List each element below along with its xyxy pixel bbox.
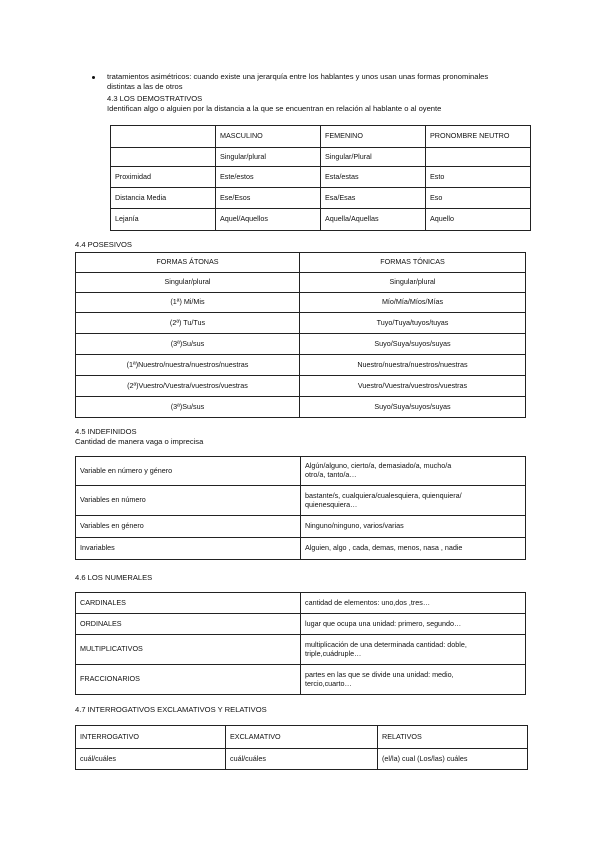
- table-row: [111, 209, 531, 231]
- header-cell: FORMAS ÁTONAS: [76, 253, 300, 273]
- table-row: [111, 167, 531, 188]
- table-header-row: [111, 126, 531, 148]
- table-cell: Ese/Esos: [216, 188, 321, 209]
- indefinidos-description: Cantidad de manera vaga o imprecisa: [75, 437, 204, 446]
- cell-line: Algún/alguno, cierto/a, demasiado/a, mucho/a: [305, 461, 452, 471]
- table-cell: (1ª) Mi/Mis: [76, 293, 300, 313]
- cell-line: otro/a, tanto/a…: [305, 470, 357, 479]
- table-row: [76, 313, 526, 334]
- table-row: [76, 614, 526, 635]
- indefinidos-table: [75, 456, 526, 560]
- table-row: [76, 457, 526, 486]
- table-cell: Lejanía: [111, 209, 216, 231]
- table-cell: Variable en número y género: [76, 457, 301, 486]
- table-cell: Variables en género: [76, 516, 301, 538]
- bullet-dot: [92, 76, 95, 79]
- header-cell: INTERROGATIVO: [76, 726, 226, 749]
- table-row: [76, 516, 526, 538]
- table-cell: Distancia Media: [111, 188, 216, 209]
- table-cell: (el/la) cual (Los/las) cuáles: [378, 749, 528, 770]
- demostrativos-description: Identifican algo o alguien por la distancia a la que se encuentran en relación al hablante o al oyente: [107, 104, 442, 113]
- cell-line: triple,cuádruple…: [305, 648, 362, 658]
- table-cell: [111, 148, 216, 167]
- table-row: [76, 293, 526, 313]
- table-cell: MULTIPLICATIVOS: [76, 635, 301, 665]
- table-row: [76, 538, 526, 560]
- table-cell: cuál/cuáles: [226, 749, 378, 770]
- indefinidos-heading: 4.5 INDEFINIDOS: [75, 427, 137, 436]
- table-cell: Invariables: [76, 538, 301, 560]
- table-cell: (1ª)Nuestro/nuestra/nuestros/nuestras: [76, 355, 300, 376]
- table-cell: Esto: [426, 167, 531, 188]
- table-cell: Esa/Esas: [321, 188, 426, 209]
- table-cell: Nuestro/nuestra/nuestros/nuestras: [300, 355, 526, 376]
- table-cell: Ninguno/ninguno, varios/varias: [301, 516, 526, 538]
- table-cell: (3ª)Su/sus: [76, 334, 300, 355]
- table-row: [76, 749, 528, 770]
- table-header-row: [76, 253, 526, 273]
- table-header-row: [76, 726, 528, 749]
- table-cell: [301, 486, 526, 516]
- table-cell: Alguien, algo , cada, demas, menos, nasa , nadie: [301, 538, 526, 560]
- table-cell: ORDINALES: [76, 614, 301, 635]
- table-cell: [426, 148, 531, 167]
- table-cell: CARDINALES: [76, 593, 301, 614]
- table-cell: Singular/Plural: [321, 148, 426, 167]
- table-row: [76, 355, 526, 376]
- header-cell: MASCULINO: [216, 126, 321, 148]
- table-cell: Singular/plural: [216, 148, 321, 167]
- cell-line: bastante/s, cualquiera/cualesquiera, quienquiera/: [305, 490, 462, 500]
- table-cell: lugar que ocupa una unidad: primero, segundo…: [301, 614, 526, 635]
- table-cell: [301, 457, 526, 486]
- table-cell: Esta/estas: [321, 167, 426, 188]
- table-cell: Aquel/Aquellos: [216, 209, 321, 231]
- table-cell: Variables en número: [76, 486, 301, 516]
- table-cell: Singular/plural: [76, 273, 300, 293]
- header-cell: RELATIVOS: [378, 726, 528, 749]
- table-row: [76, 486, 526, 516]
- table-cell: (2ª) Tu/Tus: [76, 313, 300, 334]
- header-cell: EXCLAMATIVO: [226, 726, 378, 749]
- table-row: [76, 593, 526, 614]
- table-cell: Aquello: [426, 209, 531, 231]
- header-cell: FEMENINO: [321, 126, 426, 148]
- cell-line: quienesquiera…: [305, 499, 358, 509]
- posesivos-heading: 4.4 POSESIVOS: [75, 240, 132, 249]
- table-row: [111, 148, 531, 167]
- cell-line: multiplicación de una determinada cantidad: doble,: [305, 639, 467, 649]
- table-row: [76, 665, 526, 695]
- cell-line: partes en las que se divide una unidad: medio,: [305, 669, 454, 679]
- table-cell: [301, 635, 526, 665]
- table-row: [76, 635, 526, 665]
- table-cell: Proximidad: [111, 167, 216, 188]
- table-row: [76, 376, 526, 397]
- table-cell: Este/estos: [216, 167, 321, 188]
- table-cell: Suyo/Suya/suyos/suyas: [300, 397, 526, 418]
- table-cell: cantidad de elementos: uno,dos ,tres…: [301, 593, 526, 614]
- table-cell: (3ª)Su/sus: [76, 397, 300, 418]
- header-cell: FORMAS TÓNICAS: [300, 253, 526, 273]
- cell-line: tercio,cuarto…: [305, 678, 352, 688]
- bullet-line-2: distintas a las de otros: [107, 82, 183, 91]
- table-cell: (2ª)Vuestro/Vuestra/vuestros/vuestras: [76, 376, 300, 397]
- table-row: [76, 334, 526, 355]
- table-cell: Eso: [426, 188, 531, 209]
- table-cell: cuál/cuáles: [76, 749, 226, 770]
- header-cell: PRONOMBRE NEUTRO: [426, 126, 531, 148]
- table-cell: Singular/plural: [300, 273, 526, 293]
- table-cell: Suyo/Suya/suyos/suyas: [300, 334, 526, 355]
- table-cell: FRACCIONARIOS: [76, 665, 301, 695]
- numerales-heading: 4.6 LOS NUMERALES: [75, 573, 153, 582]
- table-cell: Vuestro/Vuestra/vuestros/vuestras: [300, 376, 526, 397]
- table-cell: Aquella/Aquellas: [321, 209, 426, 231]
- table-row: [76, 397, 526, 418]
- demostrativos-table: [110, 125, 531, 231]
- table-cell: [301, 665, 526, 695]
- table-row: [76, 273, 526, 293]
- interrogativos-table: [75, 725, 528, 770]
- table-row: [111, 188, 531, 209]
- numerales-table: [75, 592, 526, 695]
- bullet-line-1: tratamientos asimétricos: cuando existe una jerarquía entre los hablantes y unos usan unas formas pronominales: [107, 72, 489, 81]
- table-cell: Tuyo/Tuya/tuyos/tuyas: [300, 313, 526, 334]
- posesivos-table: [75, 252, 526, 418]
- interrogativos-heading: 4.7 INTERROGATIVOS EXCLAMATIVOS Y RELATIVOS: [75, 705, 267, 714]
- demostrativos-heading: 4.3 LOS DEMOSTRATIVOS: [107, 94, 203, 103]
- header-cell: [111, 126, 216, 148]
- table-cell: Mío/Mía/Míos/Mías: [300, 293, 526, 313]
